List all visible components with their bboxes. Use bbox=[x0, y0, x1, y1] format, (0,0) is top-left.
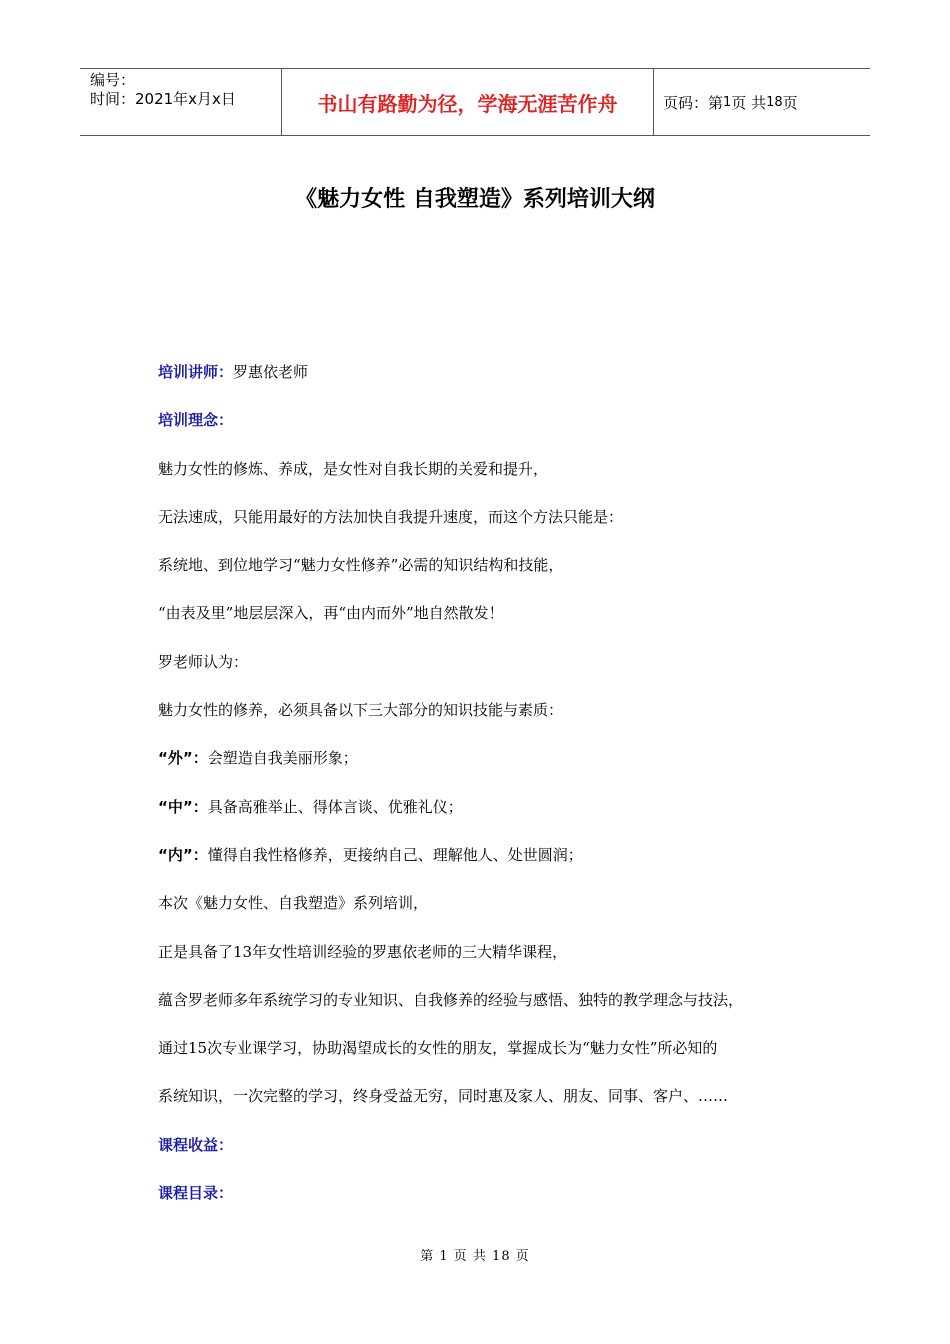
paragraph-line: “由表及里”地层层深入，再“由内而外”地自然散发！ bbox=[158, 604, 504, 623]
point-key: “中”： bbox=[158, 797, 208, 816]
concept-label: 培训理念： bbox=[158, 411, 234, 430]
trainer-line bbox=[158, 360, 818, 408]
page-current: 1 bbox=[723, 94, 732, 110]
document-title: 《魅力女性 自我塑造》系列培训大纲 bbox=[295, 187, 655, 212]
benefits-label: 课程收益： bbox=[158, 1135, 234, 1154]
paragraph-line: 无法速成，只能用最好的方法加快自我提升速度，而这个方法只能是： bbox=[158, 507, 624, 526]
paragraph-line: 魅力女性的修炼、养成，是女性对自我长期的关爱和提升， bbox=[158, 459, 549, 478]
paragraph-line: 蕴含罗老师多年系统学习的专业知识、自我修养的经验与感悟、独特的教学理念与技法， bbox=[158, 990, 744, 1009]
point-text: 具备高雅举止、得体言谈、优雅礼仪； bbox=[207, 797, 463, 816]
paragraph-line: 系统地、到位地学习“魅力女性修养”必需的知识结构和技能， bbox=[158, 556, 564, 575]
paragraph-line: 系统知识，一次完整的学习，终身受益无穷，同时惠及家人、朋友、同事、客户、…… bbox=[158, 1087, 729, 1106]
concept-heading bbox=[158, 408, 818, 456]
point-key: “外”： bbox=[158, 749, 208, 768]
paragraph-line: 通过15次专业课学习，协助渴望成长的女性的朋友，掌握成长为“魅力女性”所必知的 bbox=[158, 1039, 718, 1058]
header-motto: 书山有路勤为径，学海无涯苦作舟 bbox=[281, 69, 654, 135]
page-footer: 第 1 页 共 18 页 bbox=[420, 1249, 530, 1264]
point-text: 会塑造自我美丽形象； bbox=[207, 749, 358, 768]
document-number: 编号： bbox=[90, 71, 136, 89]
paragraph-line: 正是具备了13年女性培训经验的罗惠依老师的三大精华课程， bbox=[158, 942, 568, 961]
paragraph-line: 魅力女性的修养，必须具备以下三大部分的知识技能与素质： bbox=[158, 701, 564, 720]
point-middle bbox=[158, 795, 818, 843]
point-outer bbox=[158, 746, 818, 794]
document-body bbox=[158, 360, 818, 1229]
catalog-label: 课程目录： bbox=[158, 1184, 234, 1203]
document-time: 时间：2021年x月x日 bbox=[90, 90, 236, 108]
header-table bbox=[80, 68, 870, 136]
point-text: 懂得自我性格修养，更接纳自己、理解他人、处世圆润； bbox=[207, 845, 583, 864]
paragraph-line: 罗老师认为： bbox=[158, 652, 249, 671]
page-prefix: 页码：第 bbox=[663, 93, 724, 112]
page-mid: 页 共 bbox=[731, 93, 767, 112]
trainer-value: 罗惠依老师 bbox=[233, 363, 309, 381]
page-total: 18 bbox=[766, 94, 783, 110]
paragraph-line: 本次《魅力女性、自我塑造》系列培训， bbox=[158, 894, 429, 913]
header-page-info bbox=[654, 69, 870, 135]
page-suffix: 页 bbox=[782, 93, 798, 112]
catalog-heading bbox=[158, 1181, 818, 1229]
point-inner bbox=[158, 843, 818, 891]
header-left-cell bbox=[80, 69, 281, 135]
trainer-label: 培训讲师： bbox=[158, 363, 234, 381]
benefits-heading bbox=[158, 1133, 818, 1181]
point-key: “内”： bbox=[158, 845, 208, 864]
